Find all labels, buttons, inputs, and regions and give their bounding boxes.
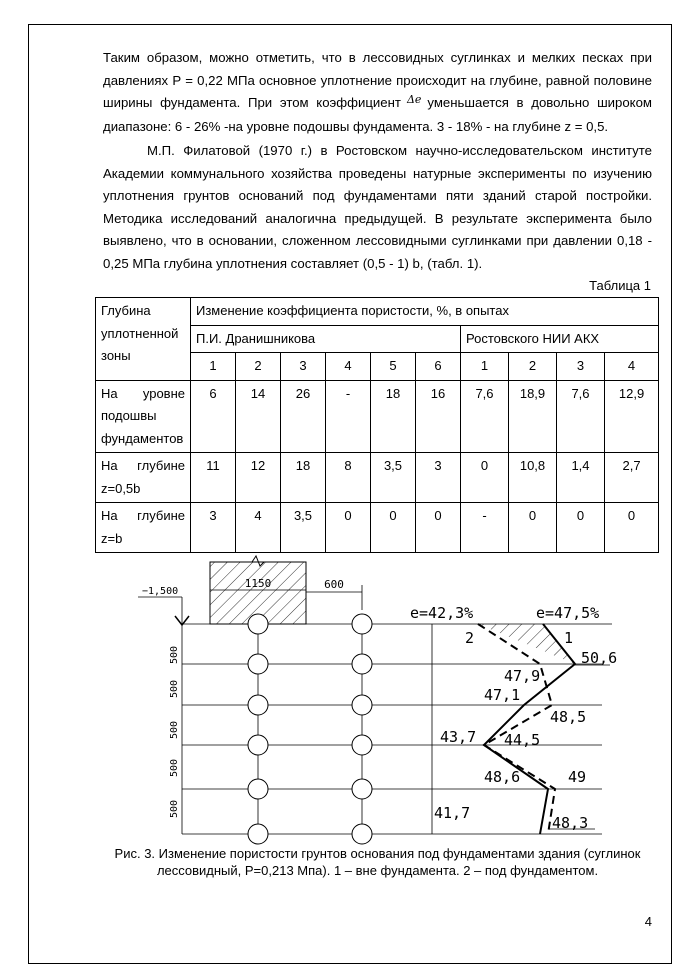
sampling-point: [352, 654, 372, 674]
e-label-2: e=42,3%: [410, 604, 474, 622]
sampling-point: [352, 695, 372, 715]
layer-label: 500: [169, 679, 180, 699]
page-number: 4: [644, 914, 652, 929]
table-cell: 1,4: [557, 453, 605, 503]
curve-2-label: 2: [465, 629, 475, 647]
sampling-point: [352, 735, 372, 755]
header-zone: Глубина уплотненной зоны: [96, 298, 191, 381]
table-caption: Таблица 1: [589, 278, 651, 293]
table-cell: 3,5: [371, 453, 416, 503]
delta-e-symbol: Δe: [406, 93, 422, 107]
width-label: 1150: [244, 577, 272, 590]
curve-2-value: 43,7: [440, 728, 477, 746]
col-header: 3: [557, 353, 605, 381]
table-cell: 11: [191, 453, 236, 503]
spacing-label: 600: [324, 578, 344, 591]
table-cell: 6: [191, 380, 236, 453]
figure-caption: Рис. 3. Изменение пористости грунтов основания под фундаментами здания (суглинок лессовидный, Р=0,213 Мпа). 1 – вне фундамента. 2 – под фундаментом.: [114, 846, 641, 878]
header-group-1: П.И. Дранишникова: [191, 325, 461, 353]
table-cell: -: [326, 380, 371, 453]
sampling-point: [248, 824, 268, 844]
layer-label: 500: [169, 799, 180, 819]
sampling-point: [352, 824, 372, 844]
table-cell: 8: [326, 453, 371, 503]
curve-2-value: 41,7: [434, 804, 471, 822]
curve-1-value: 44,5: [504, 731, 541, 749]
col-header: 4: [326, 353, 371, 381]
col-header: 6: [416, 353, 461, 381]
table-cell: 14: [236, 380, 281, 453]
curve-2-value: 47,9: [504, 667, 541, 685]
col-header: 1: [191, 353, 236, 381]
table-cell: 18,9: [509, 380, 557, 453]
table-cell: 18: [371, 380, 416, 453]
header-main: Изменение коэффициента пористости, %, в опытах: [191, 298, 659, 326]
col-header: 4: [605, 353, 659, 381]
sampling-point: [352, 614, 372, 634]
col-header: 2: [236, 353, 281, 381]
table-cell: 2,7: [605, 453, 659, 503]
table-cell: 0: [509, 503, 557, 553]
table-cell: 18: [281, 453, 326, 503]
table-cell: 3,5: [281, 503, 326, 553]
layer-lines: [182, 624, 612, 834]
sampling-point: [352, 779, 372, 799]
layer-label: 500: [169, 645, 180, 665]
table-cell: 16: [416, 380, 461, 453]
layer-label: 500: [169, 758, 180, 778]
curve-2-value: 47,1: [484, 686, 521, 704]
header-group-2: Ростовского НИИ АКХ: [461, 325, 659, 353]
e-label-1: e=47,5%: [536, 604, 600, 622]
col-header: 1: [461, 353, 509, 381]
row-zone: На глубине z=0,5b: [96, 453, 191, 503]
col-header: 2: [509, 353, 557, 381]
sampling-point: [248, 654, 268, 674]
sampling-point: [248, 614, 268, 634]
hatched-difference-zone: [478, 624, 575, 664]
table-cell: 12: [236, 453, 281, 503]
sampling-point: [248, 695, 268, 715]
table-cell: 3: [416, 453, 461, 503]
curve-1-value: 49: [568, 768, 587, 786]
table-cell: 0: [557, 503, 605, 553]
table-cell: -: [461, 503, 509, 553]
table-cell: 0: [371, 503, 416, 553]
sampling-point: [248, 779, 268, 799]
col-header: 3: [281, 353, 326, 381]
row-zone: На уровне подошвы фундаментов: [96, 380, 191, 453]
curve-1-value: 48,3: [552, 814, 589, 832]
table-cell: 12,9: [605, 380, 659, 453]
curve-1-label: 1: [564, 629, 574, 647]
level-label: −1,500: [142, 586, 179, 597]
table-cell: 0: [416, 503, 461, 553]
sampling-points: [248, 614, 372, 844]
paragraph-2: М.П. Филатовой (1970 г.) в Ростовском научно-исследовательском институте Академии коммунального хозяйства проведены натурные эксперименты по изучению уплотнения грунтов оснований под фундаментами пяти зданий старой постройки. Методика исследований аналогична предыдущей. В результате эксперимента было выявлено, что в основании, сложенном лессовидными суглинками при давлении 0,18 - 0,25 МПа глубина уплотнения составляет (0,5 - 1) b, (табл. 1).: [103, 143, 652, 271]
table-cell: 7,6: [461, 380, 509, 453]
layer-label: 500: [169, 720, 180, 740]
paragraph-1: Таким образом, можно отметить, что в лессовидных суглинках и мелких песках при давлениях Р = 0,22 МПа основное уплотнение происходит на глубине, равной половине ширины фундамента. При этом коэффициент $^{\Delta e}$ уменьшается в довольно широком диапазоне: 6 - 26% -на уровне подошвы фундамента. 3 - 18% - на глубине z = 0,5.: [103, 50, 653, 134]
table-cell: 4: [236, 503, 281, 553]
table-cell: 3: [191, 503, 236, 553]
col-header: 5: [371, 353, 416, 381]
sampling-point: [248, 735, 268, 755]
curve-1-value: 50,6: [581, 649, 618, 667]
table-cell: 0: [326, 503, 371, 553]
table-cell: 10,8: [509, 453, 557, 503]
table-cell: 7,6: [557, 380, 605, 453]
curve-1-value: 48,5: [550, 708, 587, 726]
curve-2-under-foundation: [478, 624, 555, 834]
row-zone: На глубине z=b: [96, 503, 191, 553]
table-cell: 0: [461, 453, 509, 503]
table-cell: 0: [605, 503, 659, 553]
table-cell: 26: [281, 380, 326, 453]
curve-2-value: 48,6: [484, 768, 521, 786]
